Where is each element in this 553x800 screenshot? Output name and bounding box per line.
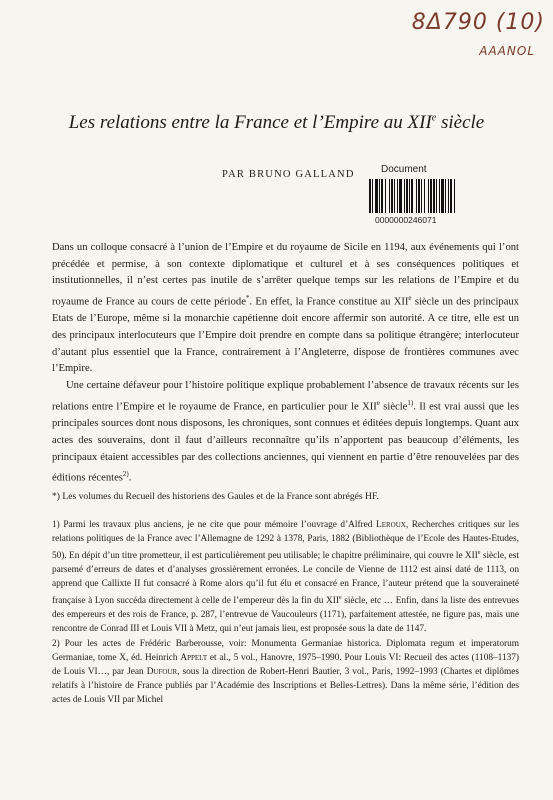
barcode-bars — [369, 179, 497, 213]
paragraph-1: Dans un colloque consacré à l’union de l’Empire et du royaume de Sicile en 1194, aux événements qui l’ont précédée et permise, à son contexte diplomatique et culturel et à ses conséquences politiques et institutionnelles, il n’est certes pas inutile de s’arrêter quelque temps sur les relations de l’Empire et du royaume de France au cours de cette période*. En effet, la France constitue au XIIe siècle un des principaux Etats de l’Europe, même si la monarchie capétienne doit encore affermir son autorité. A ce titre, elle est un des principaux interlocuteurs que l’Empire doit prendre en compte dans sa politique étrangère; interlocuteur d’autant plus essentiel que la France, contrairement à l’Angleterre, dispose de frontières communes avec l’Empire. — [52, 242, 519, 375]
barcode-label — [369, 164, 497, 225]
footnote-2: 2) Pour les actes de Frédéric Barberousse, voir: Monumenta Germaniae historica. Diplomata regum et imperatorum Germaniae, tome X, éd. Heinrich Appelt et al., 5 vol., Hanovre, 1975–1990. Pour Louis VI: Recueil des actes (1108–1137) de Louis VI…, par Jean Dufour, sous la direction de Robert-Henri Bautier, 3 vol., Paris, 1992–1993 (Chartes et diplômes relatifs à l’histoire de France publiés par l’Académie des Inscriptions et Belles-Lettres). Dans la même série, l’édition des actes de Louis VII par Michel — [52, 639, 520, 706]
author-line: PAR BRUNO GALLAND — [222, 169, 355, 180]
footnote-1: 1) Parmi les travaux plus anciens, je ne cite que pour mémoire l’ouvrage d’Alfred Leroux, Recherches critiques sur les relations politiques de la France avec l’Allemagne de 1292 à 1378, Paris, 1882 (Bibliothèque de l’Ecole des Hautes-Etudes, 50). En dépit d’un titre prometteur, il est particulièrement peu utilisable; le chapitre préliminaire, qui couvre le XIIe siècle, est parsemé d’erreurs de dates et d’analyses grossièrement erronées. Le concile de Vienne de 1112 est ainsi daté de 1113, on apprend que Callixte II fut consacré à Rome alors qu’il fut élu et consacré en France, l’auteur prétend que la souveraineté française à Lyon succéda directement à celle de l’empereur dès la fin du XIIe siècle, etc … Enfin, dans la liste des entrevues des empereurs et des rois de France, p. 287, l’entrevue de Vaucouleurs (1171), parfaitement attestée, ne figure pas, mais une rencontre de Conrad III et Louis VII à Metz, qui n’eut jamais lieu, est proposée sous la date de 1147. — [52, 520, 520, 634]
barcode-title: Document — [381, 164, 427, 175]
barcode-stripe — [455, 179, 456, 213]
handwritten-callnumber: 8Δ790 (10) — [411, 10, 545, 35]
body-text — [52, 240, 519, 487]
footnotes — [52, 519, 519, 710]
barcode-number: 0000000246071 — [375, 215, 437, 225]
article-title: Les relations entre la France et l’Empire au XIIe siècle — [68, 112, 485, 133]
footnote-star: *) Les volumes du Recueil des historiens des Gaules et de la France sont abrégés HF. — [52, 491, 379, 502]
handwritten-code: AAANOL — [479, 44, 535, 58]
paragraph-2: Une certaine défaveur pour l’histoire politique explique probablement l’absence de travaux récents sur les relations entre l’Empire et le royaume de France, en particulier pour le XIIe siècle$^{1)}$. Il est vrai aussi que les principales sources dont nous disposons, les chroniques, sont connues et éditées depuis longtemps. Quant aux actes des souverains, dont il faut d’ailleurs reconnaître qu’ils n’apportent pas beaucoup d’éléments, les principaux étaient accessibles par des collections anciennes, qui viennent en partie d’être renouvelées par des éditions récentes$^{2)}$. — [52, 380, 520, 484]
